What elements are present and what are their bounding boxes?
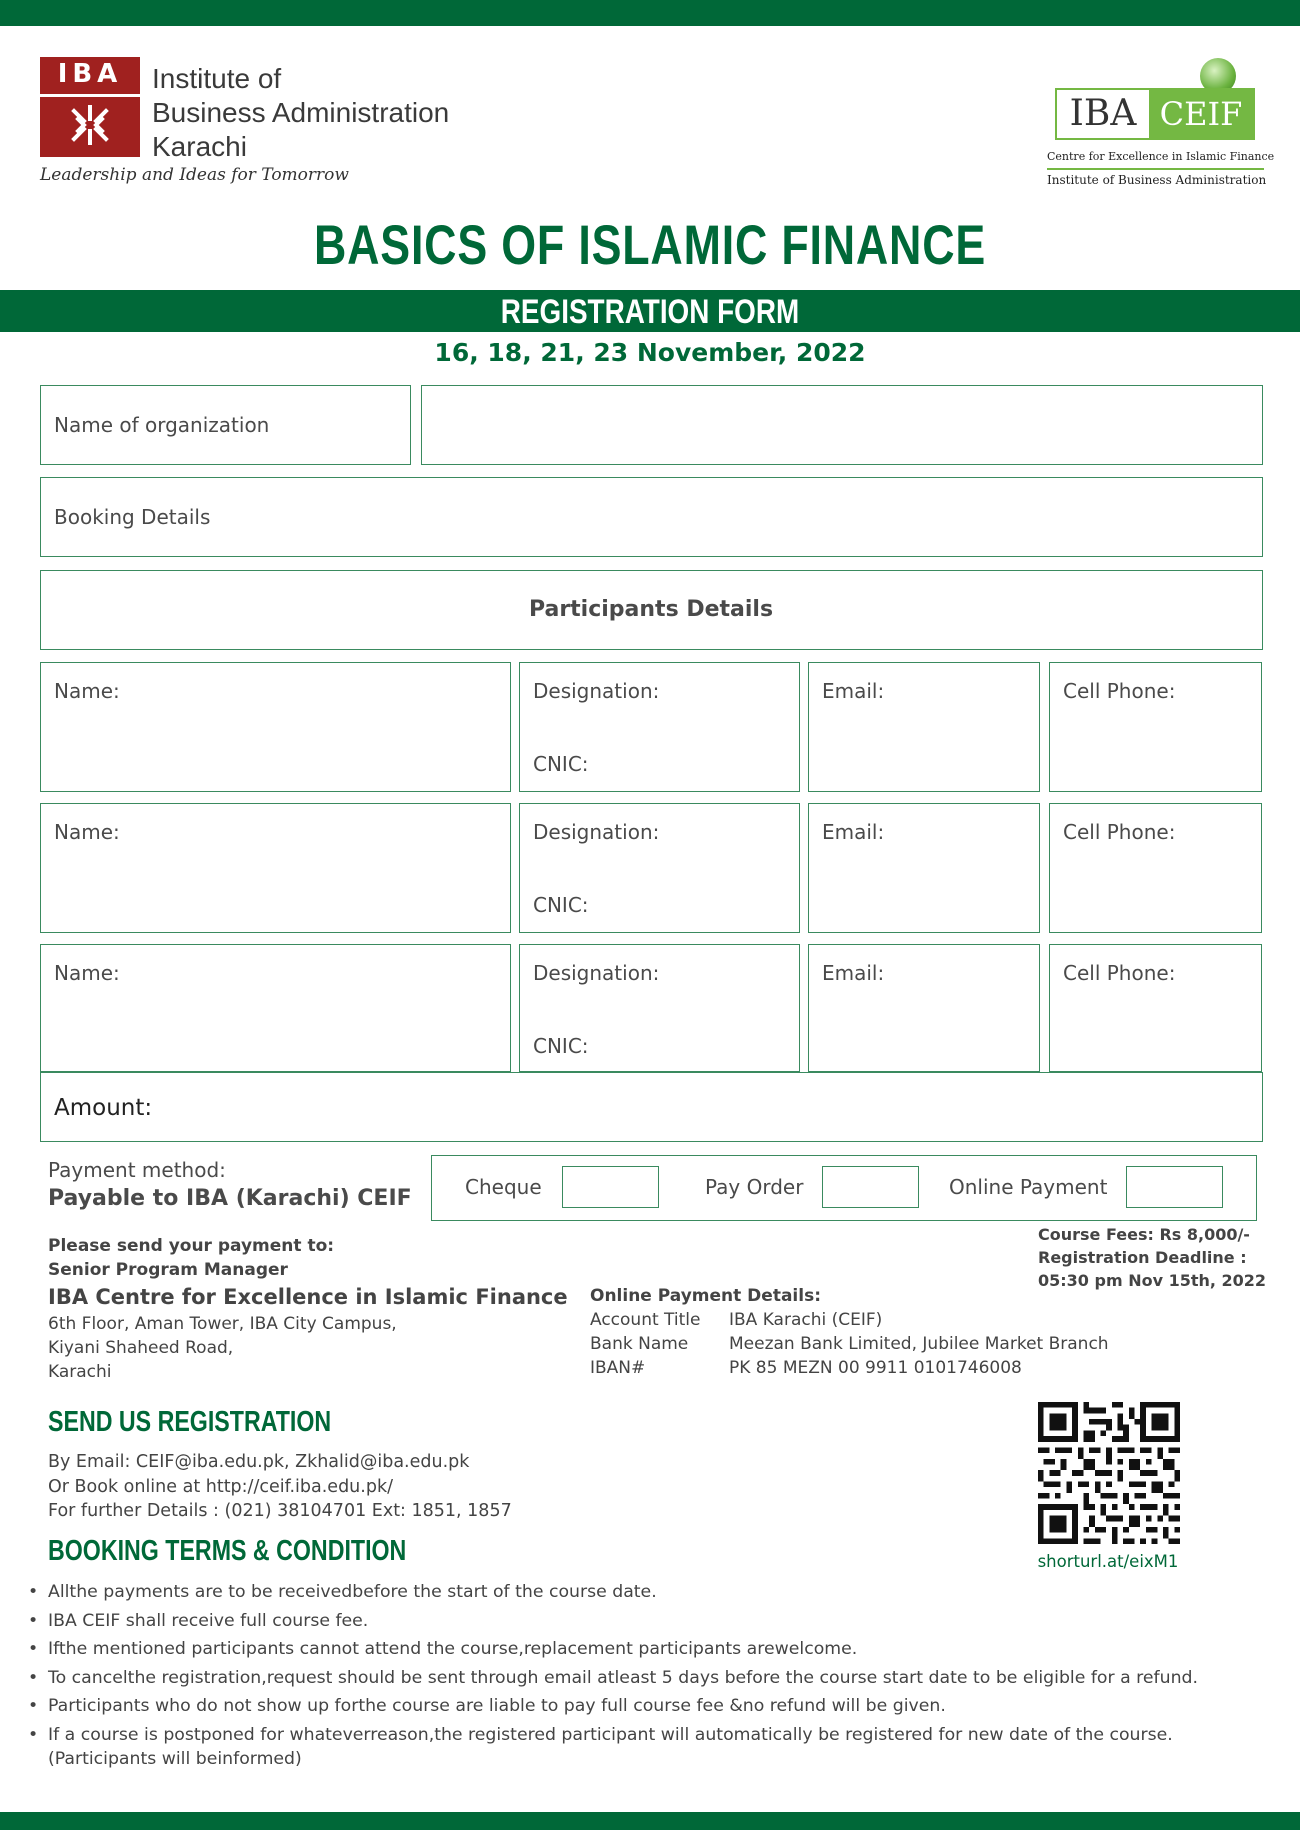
booking-label: Booking Details xyxy=(54,505,211,529)
org-label: Name of organization xyxy=(54,413,270,437)
participant-designation-field[interactable] xyxy=(519,803,800,933)
participant-email-label: Email: xyxy=(822,961,885,985)
terms-item: • Allthe payments are to be receivedbefore the start of the course date. xyxy=(28,1578,1198,1607)
ceif-divider xyxy=(1047,168,1264,170)
participant-designation-field[interactable] xyxy=(519,944,800,1072)
ceif-logo: IBA CEIF xyxy=(1055,88,1255,140)
bank-name-row: Bank Name Meezan Bank Limited, Jubilee Market Branch xyxy=(590,1334,1109,1354)
pay-order-label: Pay Order xyxy=(705,1175,804,1199)
iba-name: Institute of Business Administration Karachi xyxy=(152,63,450,162)
amount-label: Amount: xyxy=(54,1095,153,1121)
participant-email-field[interactable] xyxy=(808,944,1040,1072)
participant-name-field[interactable] xyxy=(40,803,511,933)
online-payment-checkbox[interactable] xyxy=(1126,1166,1223,1208)
participant-designation-field[interactable] xyxy=(519,662,800,792)
payment-options xyxy=(431,1155,1257,1221)
participant-phone-label: Cell Phone: xyxy=(1063,961,1176,985)
payment-address: Please send your payment to: Senior Program Manager IBA Centre for Excellence in Islamic Finance 6th Floor, Aman Tower, IBA City Campus, Kiyani Shaheed Road, Karachi xyxy=(48,1236,568,1382)
participant-designation-label: Designation: xyxy=(533,961,660,985)
course-fees: Course Fees: Rs 8,000/- xyxy=(1038,1225,1250,1244)
iba-emblem-icon xyxy=(70,105,110,145)
terms-item: • To cancelthe registration,request should be sent through email atleast 5 days before the course start date to be eligible for a refund. xyxy=(28,1664,1198,1693)
participant-phone-field[interactable] xyxy=(1049,944,1262,1072)
org-label-cell xyxy=(40,385,411,465)
booking-details-field[interactable] xyxy=(40,477,1263,557)
terms-item: • If a course is postponed for whateverreason,the registered participant will automatically be registered for new date of the course. xyxy=(28,1721,1198,1750)
contact-details xyxy=(48,1450,512,1524)
cheque-label: Cheque xyxy=(465,1175,542,1199)
ceif-subtitle: Centre for Excellence in Islamic Finance xyxy=(1047,150,1275,163)
participant-cnic-label: CNIC: xyxy=(533,752,589,776)
participant-name-field[interactable] xyxy=(40,944,511,1072)
payment-method-label: Payment method: xyxy=(48,1158,226,1182)
participant-cnic-label: CNIC: xyxy=(533,1034,589,1058)
terms-heading: BOOKING TERMS & CONDITION xyxy=(48,1535,407,1567)
qr-caption[interactable]: shorturl.at/eixM1 xyxy=(1037,1552,1179,1571)
online-payment-details: Online Payment Details: Account Title IBA Karachi (CEIF) Bank Name Meezan Bank Limited, Jubilee Market Branch IBAN# PK 85 MEZN 00 9911 0101746008 xyxy=(590,1284,1150,1380)
participant-name-label: Name: xyxy=(54,961,120,985)
send-registration-heading: SEND US REGISTRATION xyxy=(48,1406,332,1438)
participants-header xyxy=(40,570,1263,650)
contact-website[interactable]: Or Book online at http://ceif.iba.edu.pk/ xyxy=(48,1476,393,1497)
org-input[interactable] xyxy=(421,385,1263,465)
participants-title: Participants Details xyxy=(528,597,774,622)
form-title-band xyxy=(0,290,1300,332)
terms-item: • IBA CEIF shall receive full course fee. xyxy=(28,1607,1198,1636)
terms-list xyxy=(28,1578,1198,1749)
terms-note: (Participants will beinformed) xyxy=(48,1749,302,1769)
iba-tagline: Leadership and Ideas for Tomorrow xyxy=(40,165,349,185)
participant-email-label: Email: xyxy=(822,679,885,703)
participant-name-label: Name: xyxy=(54,820,120,844)
account-title-row: Account Title IBA Karachi (CEIF) xyxy=(590,1310,883,1330)
iban-row: IBAN# PK 85 MEZN 00 9911 0101746008 xyxy=(590,1358,1022,1378)
bottom-bar xyxy=(0,1812,1300,1830)
amount-field[interactable] xyxy=(40,1072,1263,1142)
pay-order-checkbox[interactable] xyxy=(822,1166,919,1208)
fees-info xyxy=(1038,1223,1268,1292)
participant-phone-label: Cell Phone: xyxy=(1063,820,1176,844)
iba-logo xyxy=(40,57,140,157)
participant-designation-label: Designation: xyxy=(533,820,660,844)
contact-email[interactable]: By Email: CEIF@iba.edu.pk, Zkhalid@iba.edu.pk xyxy=(48,1452,470,1472)
deadline: 05:30 pm Nov 15th, 2022 xyxy=(1038,1271,1267,1290)
course-dates: 16, 18, 21, 23 November, 2022 xyxy=(434,338,866,367)
cheque-checkbox[interactable] xyxy=(562,1166,659,1208)
ceif-institute: Institute of Business Administration xyxy=(1047,173,1267,187)
participant-email-field[interactable] xyxy=(808,662,1040,792)
participant-email-field[interactable] xyxy=(808,803,1040,933)
form-title: REGISTRATION FORM xyxy=(500,293,800,331)
participant-phone-label: Cell Phone: xyxy=(1063,679,1176,703)
page-title: BASICS OF ISLAMIC FINANCE xyxy=(313,213,987,276)
iba-logo-text: IBA xyxy=(57,59,123,89)
participant-designation-label: Designation: xyxy=(533,679,660,703)
participant-email-label: Email: xyxy=(822,820,885,844)
payable-to: Payable to IBA (Karachi) CEIF xyxy=(48,1186,412,1211)
participant-name-field[interactable] xyxy=(40,662,511,792)
participant-name-label: Name: xyxy=(54,679,120,703)
participant-phone-field[interactable] xyxy=(1049,662,1262,792)
contact-phone: For further Details : (021) 38104701 Ext: 1851, 1857 xyxy=(48,1501,512,1521)
terms-item: • Ifthe mentioned participants cannot attend the course,replacement participants arewelcome. xyxy=(28,1635,1198,1664)
terms-item: • Participants who do not show up forthe course are liable to pay full course fee &no refund will be given. xyxy=(28,1692,1198,1721)
online-payment-label: Online Payment xyxy=(949,1175,1108,1199)
participant-phone-field[interactable] xyxy=(1049,803,1262,933)
deadline-label: Registration Deadline : xyxy=(1038,1248,1247,1267)
ceif-org-name: IBA Centre for Excellence in Islamic Finance xyxy=(48,1285,568,1309)
top-bar xyxy=(0,0,1300,26)
qr-code-icon[interactable] xyxy=(1038,1402,1180,1544)
participant-cnic-label: CNIC: xyxy=(533,893,589,917)
